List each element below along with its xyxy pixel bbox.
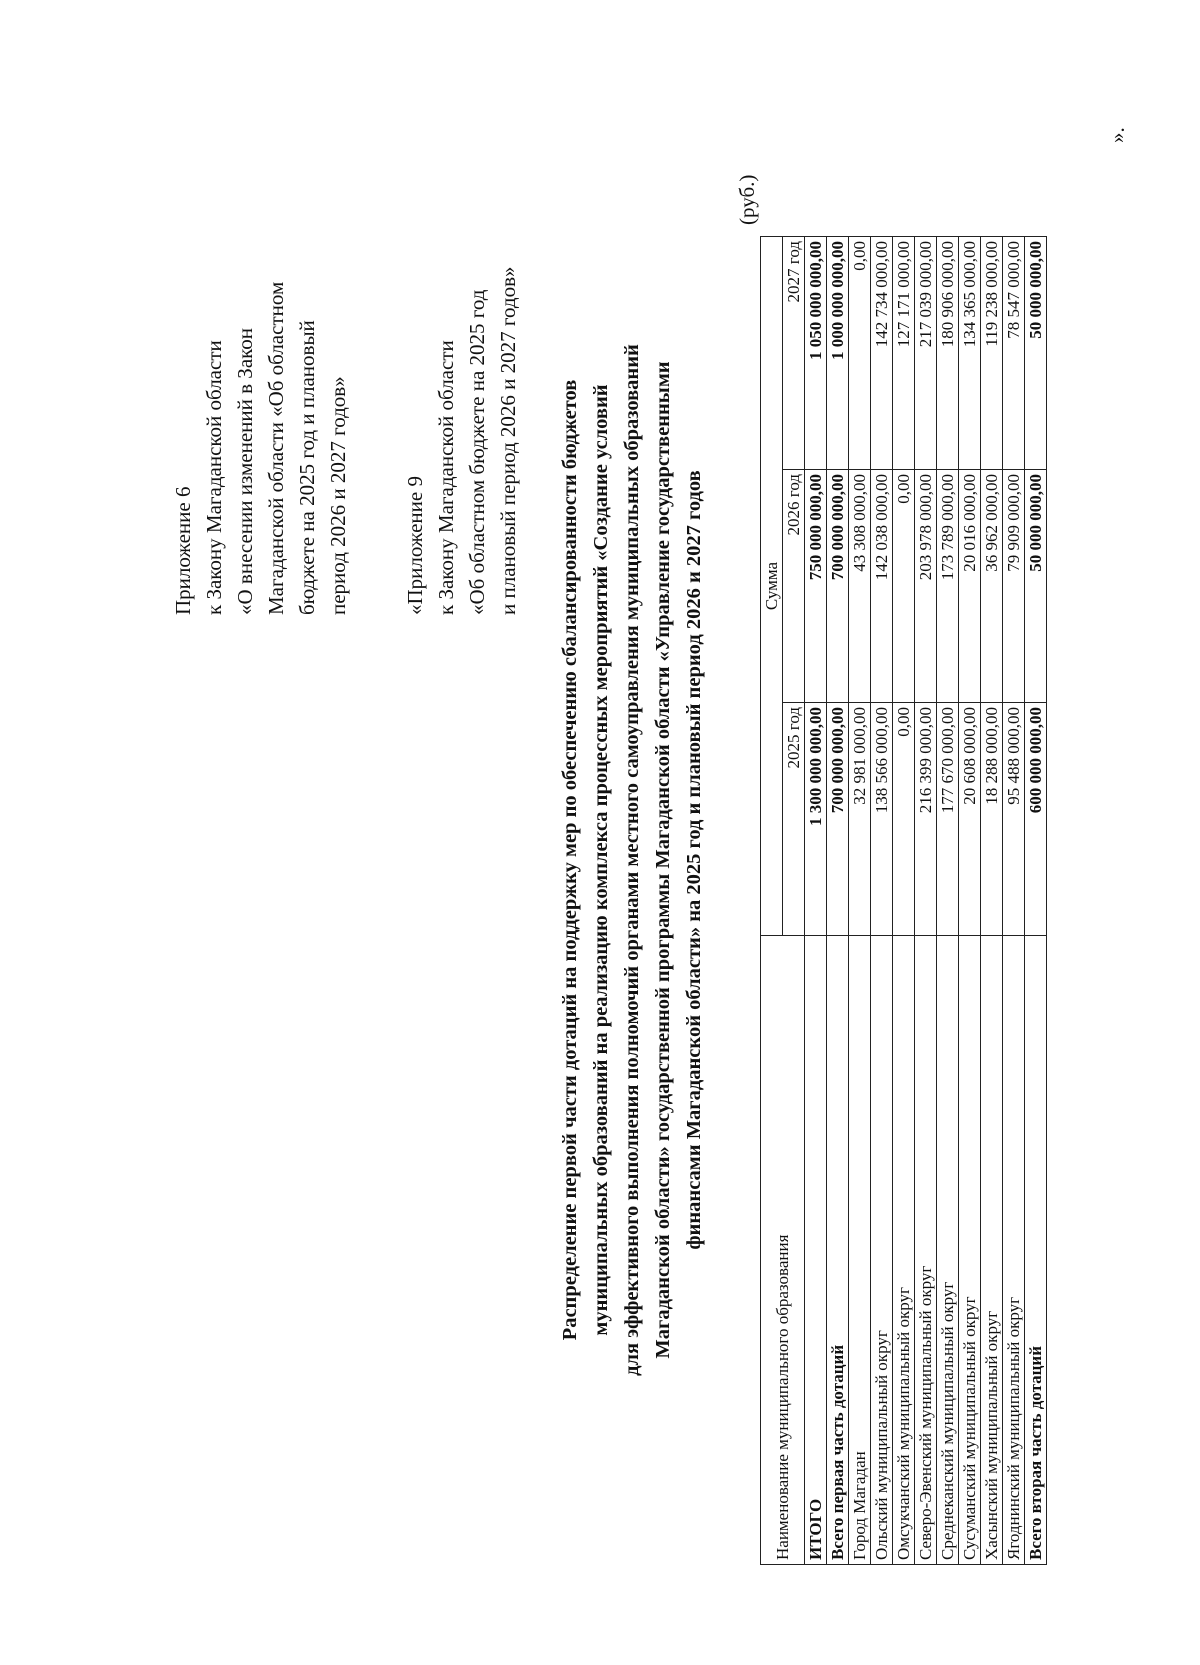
table-row (915, 237, 937, 1565)
row-value: 32 981 000,00 (849, 703, 871, 936)
row-name: Всего вторая часть дотаций (1025, 936, 1047, 1565)
row-name: Ягоднинский муниципальный округ (1003, 936, 1025, 1565)
row-value: 79 909 000,00 (1003, 470, 1025, 703)
row-value: 1 000 000 000,00 (827, 237, 849, 470)
annex-9-line: «Об областном бюджете на 2025 год (465, 289, 489, 615)
rotated-page (0, 65, 1140, 1665)
row-value: 217 039 000,00 (915, 237, 937, 470)
row-value: 43 308 000,00 (849, 470, 871, 703)
header-name: Наименование муниципального образования (761, 936, 805, 1565)
row-value: 700 000 000,00 (827, 470, 849, 703)
annex-9-line: и плановый период 2026 и 2027 годов» (496, 266, 520, 615)
annex-6-line: Магаданской области «Об областном (264, 281, 288, 615)
table-row (893, 237, 915, 1565)
row-value: 0,00 (893, 470, 915, 703)
title-line: для эффективного выполнения полномочий органами местного самоуправления муниципальных образований (621, 344, 643, 1376)
row-name: Северо-Эвенский муниципальный округ (915, 936, 937, 1565)
table-row (1025, 237, 1047, 1565)
row-value: 20 016 000,00 (959, 470, 981, 703)
row-value: 203 978 000,00 (915, 470, 937, 703)
row-value: 50 000 000,00 (1025, 237, 1047, 470)
row-value: 142 038 000,00 (871, 470, 893, 703)
row-value: 216 399 000,00 (915, 703, 937, 936)
row-name: Город Магадан (849, 936, 871, 1565)
table-row (871, 237, 893, 1565)
row-value: 95 488 000,00 (1003, 703, 1025, 936)
header-sum: Сумма (761, 237, 783, 936)
header-year: 2025 год (783, 703, 805, 936)
row-name: Всего первая часть дотаций (827, 936, 849, 1565)
annex-6-line: период 2026 и 2027 годов» (326, 376, 350, 615)
annex-9-header (400, 145, 524, 615)
title-line: Магаданской области» государственной программы Магаданской области «Управление государственными (652, 361, 674, 1359)
row-name: ИТОГО (805, 936, 827, 1565)
annex-9-line: к Закону Магаданской области (434, 340, 458, 615)
annex-9-line: «Приложение 9 (403, 476, 427, 615)
table-row (937, 237, 959, 1565)
row-value: 180 906 000,00 (937, 237, 959, 470)
row-value: 119 238 000,00 (981, 237, 1003, 470)
header-year: 2026 год (783, 470, 805, 703)
row-value: 127 171 000,00 (893, 237, 915, 470)
row-name: Ольский муниципальный округ (871, 936, 893, 1565)
row-name: Хасынский муниципальный округ (981, 936, 1003, 1565)
row-value: 18 288 000,00 (981, 703, 1003, 936)
table-row (849, 237, 871, 1565)
row-value: 700 000 000,00 (827, 703, 849, 936)
row-name: Среднеканский муниципальный округ (937, 936, 959, 1565)
header-year: 2027 год (783, 237, 805, 470)
row-value: 138 566 000,00 (871, 703, 893, 936)
row-value: 20 608 000,00 (959, 703, 981, 936)
document-title (555, 215, 710, 1505)
table-row (1003, 237, 1025, 1565)
annex-6-header (168, 145, 354, 615)
row-value: 177 670 000,00 (937, 703, 959, 936)
annex-6-line: бюджете на 2025 год и плановый (295, 320, 319, 615)
row-value: 0,00 (849, 237, 871, 470)
table-row (827, 237, 849, 1565)
unit-label: (руб.) (735, 174, 759, 225)
row-value: 142 734 000,00 (871, 237, 893, 470)
row-value: 78 547 000,00 (1003, 237, 1025, 470)
annex-6-line: Приложение 6 (171, 486, 195, 615)
row-value: 173 789 000,00 (937, 470, 959, 703)
table-body (805, 237, 1047, 1565)
title-line: муниципальных образований на реализацию комплекса процессных мероприятий «Создание условий (590, 384, 612, 1336)
table-row (959, 237, 981, 1565)
row-value: 1 050 000 000,00 (805, 237, 827, 470)
row-value: 1 300 000 000,00 (805, 703, 827, 936)
row-value: 600 000 000,00 (1025, 703, 1047, 936)
allocation-table (760, 236, 1047, 1565)
annex-6-line: к Закону Магаданской области (202, 340, 226, 615)
table-row (981, 237, 1003, 1565)
title-line: Распределение первой части дотаций на поддержку мер по обеспечению сбалансированности бюджетов (559, 379, 581, 1341)
row-value: 0,00 (893, 703, 915, 936)
table-header-row (761, 237, 783, 1565)
table-row (805, 237, 827, 1565)
annex-6-line: «О внесении изменений в Закон (233, 327, 257, 615)
row-value: 50 000 000,00 (1025, 470, 1047, 703)
row-value: 36 962 000,00 (981, 470, 1003, 703)
row-name: Омсукчанский муниципальный округ (893, 936, 915, 1565)
title-line: финансами Магаданской области» на 2025 год и плановый период 2026 и 2027 годов (683, 470, 705, 1250)
closing-mark: ». (1105, 127, 1129, 143)
row-value: 750 000 000,00 (805, 470, 827, 703)
row-name: Сусуманский муниципальный округ (959, 936, 981, 1565)
row-value: 134 365 000,00 (959, 237, 981, 470)
